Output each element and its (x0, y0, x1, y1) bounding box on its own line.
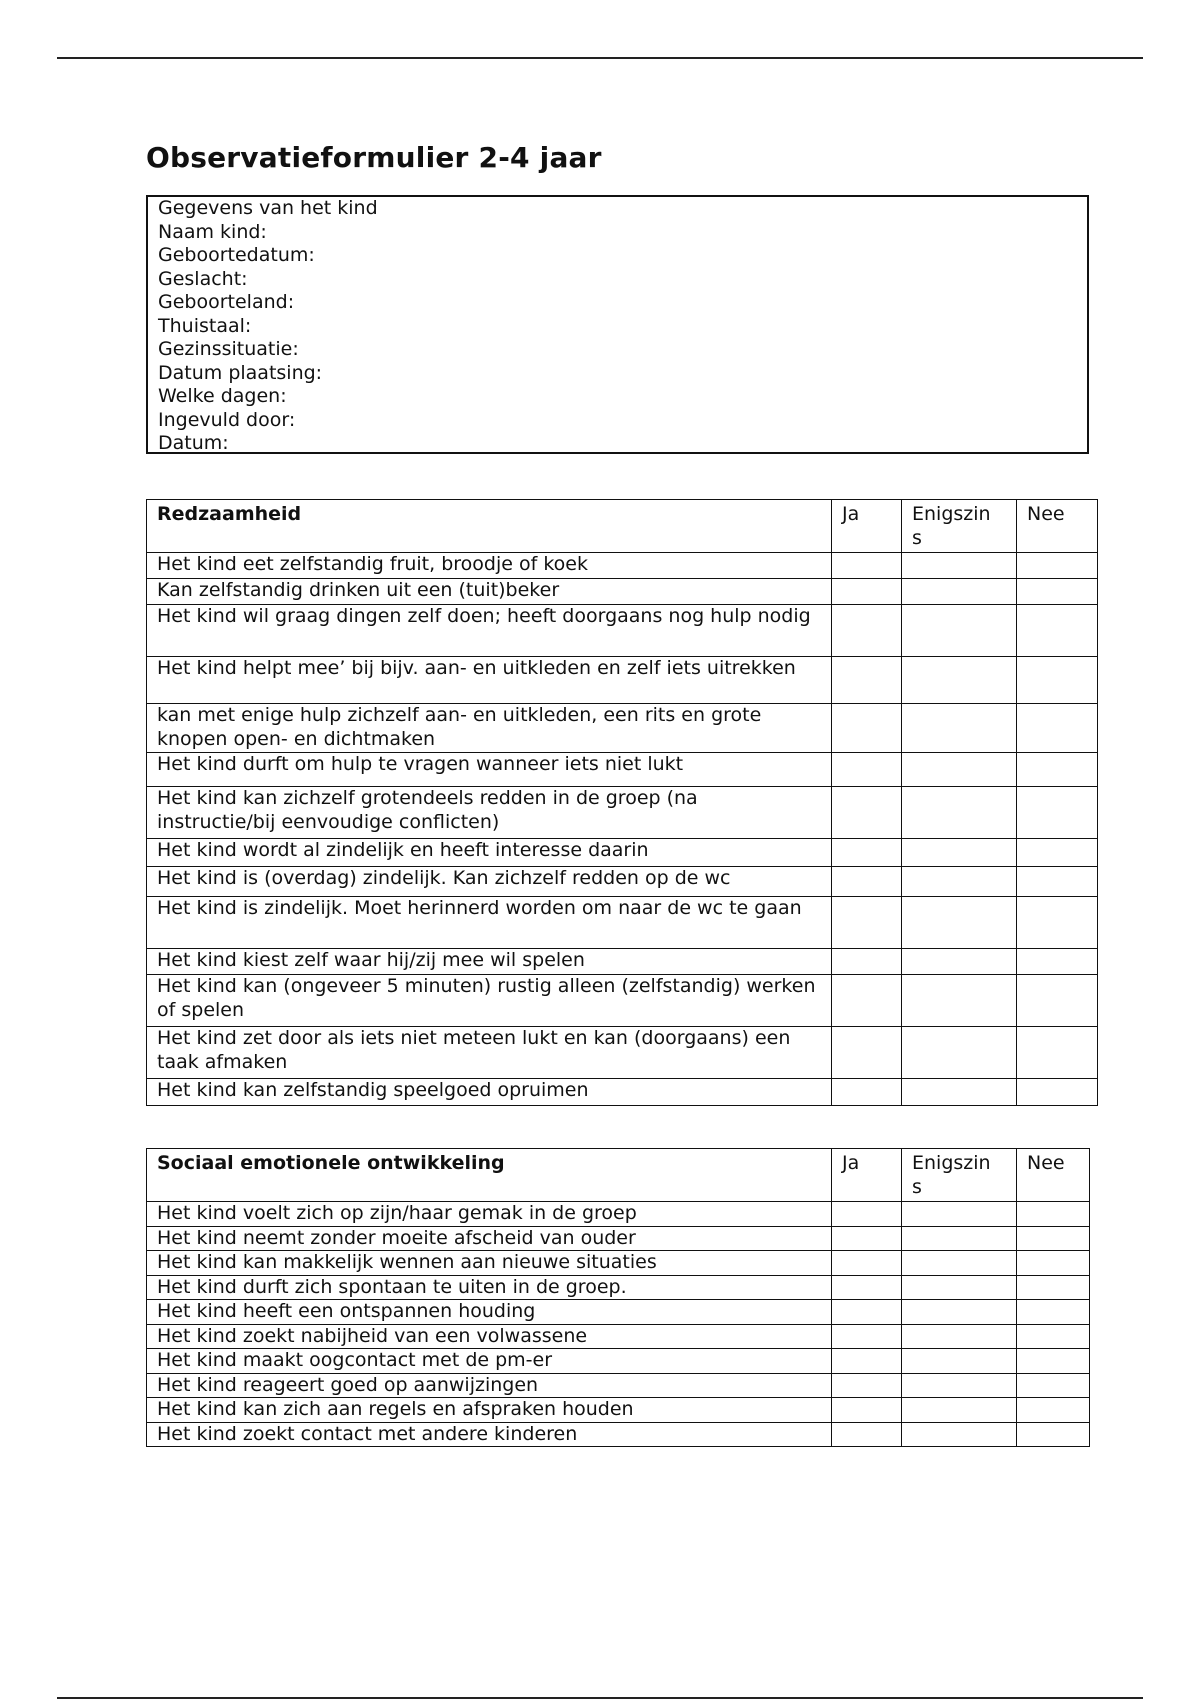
section-title: Sociaal emotionele ontwikkeling (147, 1149, 832, 1202)
enigszins-cell[interactable] (902, 897, 1017, 949)
item-text: Het kind wordt al zindelijk en heeft interesse daarin (147, 839, 832, 867)
item-text: Het kind kiest zelf waar hij/zij mee wil spelen (147, 949, 832, 975)
nee-cell[interactable] (1017, 1373, 1090, 1398)
item-text: Het kind eet zelfstandig fruit, broodje of koek (147, 553, 832, 579)
table-row (147, 704, 1098, 753)
info-field: Naam kind: (158, 220, 267, 243)
nee-cell[interactable] (1017, 787, 1098, 839)
info-field: Datum plaatsing: (158, 361, 323, 384)
info-field: Ingevuld door: (158, 408, 296, 431)
redzaamheid-table (146, 499, 1098, 1106)
enigszins-cell[interactable] (902, 605, 1017, 657)
item-text: kan met enige hulp zichzelf aan- en uitkleden, een rits en grote knopen open- en dichtmaken (147, 704, 832, 753)
table-row (147, 787, 1098, 839)
column-ja: Ja (832, 1149, 902, 1202)
table-row (147, 867, 1098, 897)
table-row (147, 553, 1098, 579)
info-field: Geboorteland: (158, 291, 295, 313)
table-row (147, 1202, 1090, 1227)
enigszins-cell[interactable] (902, 657, 1017, 704)
enigszins-cell[interactable] (902, 1079, 1017, 1106)
table-row (147, 1251, 1090, 1276)
table-row (147, 1324, 1090, 1349)
ja-cell[interactable] (832, 1251, 902, 1276)
item-text: Het kind kan zichzelf grotendeels redden in de groep (na instructie/bij eenvoudige conflicten) (147, 787, 832, 839)
ja-cell[interactable] (832, 605, 902, 657)
nee-cell[interactable] (1017, 1226, 1090, 1251)
enigszins-cell[interactable] (902, 704, 1017, 753)
table-row (147, 579, 1098, 605)
nee-cell[interactable] (1017, 949, 1098, 975)
enigszins-cell[interactable] (902, 1324, 1017, 1349)
section-title: Redzaamheid (147, 500, 832, 553)
enigszins-cell[interactable] (902, 1202, 1017, 1227)
item-text: Het kind kan zich aan regels en afspraken houden (147, 1398, 832, 1423)
item-text: Het kind voelt zich op zijn/haar gemak in de groep (147, 1202, 832, 1227)
enigszins-cell[interactable] (902, 867, 1017, 897)
enigszins-cell[interactable] (902, 1027, 1017, 1079)
nee-cell[interactable] (1017, 1275, 1090, 1300)
item-text: Het kind zet door als iets niet meteen lukt en kan (doorgaans) een taak afmaken (147, 1027, 832, 1079)
ja-cell[interactable] (832, 867, 902, 897)
table-row (147, 1349, 1090, 1374)
nee-cell[interactable] (1017, 1300, 1090, 1325)
item-text: Kan zelfstandig drinken uit een (tuit)beker (147, 579, 832, 605)
nee-cell[interactable] (1017, 657, 1098, 704)
info-field: Datum: (158, 432, 229, 454)
nee-cell[interactable] (1017, 553, 1098, 579)
table-row (147, 1079, 1098, 1106)
ja-cell[interactable] (832, 704, 902, 753)
ja-cell[interactable] (832, 553, 902, 579)
info-heading: Gegevens van het kind (158, 197, 378, 219)
table-header-row (147, 1149, 1090, 1202)
item-text: Het kind zoekt contact met andere kinderen (147, 1422, 832, 1447)
enigszins-cell[interactable] (902, 949, 1017, 975)
item-text: Het kind is zindelijk. Moet herinnerd worden om naar de wc te gaan (147, 897, 832, 949)
nee-cell[interactable] (1017, 1202, 1090, 1227)
table-row (147, 897, 1098, 949)
table-row (147, 1422, 1090, 1447)
enigszins-cell[interactable] (902, 839, 1017, 867)
ja-cell[interactable] (832, 1373, 902, 1398)
column-enigszins: Enigszin s (902, 500, 1017, 553)
info-field: Geboortedatum: (158, 244, 315, 266)
column-ja: Ja (832, 500, 902, 553)
item-text: Het kind kan zelfstandig speelgoed opruimen (147, 1079, 832, 1106)
ja-cell[interactable] (832, 975, 902, 1027)
ja-cell[interactable] (832, 1324, 902, 1349)
table-row (147, 753, 1098, 787)
item-text: Het kind helpt mee’ bij bijv. aan- en uitkleden en zelf iets uitrekken (147, 657, 832, 704)
enigszins-cell[interactable] (902, 553, 1017, 579)
header-rule (57, 57, 1143, 59)
item-text: Het kind reageert goed op aanwijzingen (147, 1373, 832, 1398)
info-field: Thuistaal: (158, 314, 252, 337)
table-row (147, 1300, 1090, 1325)
nee-cell[interactable] (1017, 704, 1098, 753)
table-row (147, 657, 1098, 704)
table-row (147, 975, 1098, 1027)
table-row (147, 1398, 1090, 1423)
ja-cell[interactable] (832, 753, 902, 787)
enigszins-cell[interactable] (902, 1422, 1017, 1447)
table-row (147, 1275, 1090, 1300)
nee-cell[interactable] (1017, 1422, 1090, 1447)
ja-cell[interactable] (832, 1422, 902, 1447)
table-header-row (147, 500, 1098, 553)
enigszins-cell[interactable] (902, 975, 1017, 1027)
enigszins-cell[interactable] (902, 1226, 1017, 1251)
ja-cell[interactable] (832, 949, 902, 975)
ja-cell[interactable] (832, 1300, 902, 1325)
table-row (147, 605, 1098, 657)
item-text: Het kind neemt zonder moeite afscheid van ouder (147, 1226, 832, 1251)
info-field: Geslacht: (158, 267, 248, 290)
info-field: Gezinssituatie: (158, 338, 299, 360)
nee-cell[interactable] (1017, 975, 1098, 1027)
table-row (147, 839, 1098, 867)
ja-cell[interactable] (832, 1349, 902, 1374)
ja-cell[interactable] (832, 839, 902, 867)
nee-cell[interactable] (1017, 867, 1098, 897)
ja-cell[interactable] (832, 579, 902, 605)
column-nee: Nee (1017, 500, 1098, 553)
table-row (147, 949, 1098, 975)
nee-cell[interactable] (1017, 753, 1098, 787)
column-enigszins: Enigszin s (902, 1149, 1017, 1202)
enigszins-cell[interactable] (902, 1398, 1017, 1423)
ja-cell[interactable] (832, 787, 902, 839)
ja-cell[interactable] (832, 897, 902, 949)
nee-cell[interactable] (1017, 1027, 1098, 1079)
nee-cell[interactable] (1017, 897, 1098, 949)
child-info-box (146, 195, 1089, 454)
page-title: Observatieformulier 2-4 jaar (146, 141, 602, 174)
nee-cell[interactable] (1017, 1349, 1090, 1374)
ja-cell[interactable] (832, 1275, 902, 1300)
enigszins-cell[interactable] (902, 1349, 1017, 1374)
item-text: Het kind heeft een ontspannen houding (147, 1300, 832, 1325)
table-row (147, 1373, 1090, 1398)
nee-cell[interactable] (1017, 605, 1098, 657)
nee-cell[interactable] (1017, 839, 1098, 867)
enigszins-cell[interactable] (902, 1275, 1017, 1300)
item-text: Het kind durft om hulp te vragen wanneer iets niet lukt (147, 753, 832, 787)
table-row (147, 1226, 1090, 1251)
ja-cell[interactable] (832, 1027, 902, 1079)
item-text: Het kind zoekt nabijheid van een volwassene (147, 1324, 832, 1349)
ja-cell[interactable] (832, 1079, 902, 1106)
enigszins-cell[interactable] (902, 1373, 1017, 1398)
item-text: Het kind is (overdag) zindelijk. Kan zichzelf redden op de wc (147, 867, 832, 897)
sociaal-emotioneel-table (146, 1148, 1090, 1447)
table-row (147, 1027, 1098, 1079)
enigszins-cell[interactable] (902, 753, 1017, 787)
nee-cell[interactable] (1017, 1251, 1090, 1276)
column-nee: Nee (1017, 1149, 1090, 1202)
ja-cell[interactable] (832, 1202, 902, 1227)
item-text: Het kind durft zich spontaan te uiten in de groep. (147, 1275, 832, 1300)
enigszins-cell[interactable] (902, 579, 1017, 605)
item-text: Het kind wil graag dingen zelf doen; heeft doorgaans nog hulp nodig (147, 605, 832, 657)
info-field: Welke dagen: (158, 385, 287, 407)
nee-cell[interactable] (1017, 1398, 1090, 1423)
ja-cell[interactable] (832, 657, 902, 704)
ja-cell[interactable] (832, 1226, 902, 1251)
enigszins-cell[interactable] (902, 1251, 1017, 1276)
item-text: Het kind kan (ongeveer 5 minuten) rustig alleen (zelfstandig) werken of spelen (147, 975, 832, 1027)
nee-cell[interactable] (1017, 579, 1098, 605)
nee-cell[interactable] (1017, 1079, 1098, 1106)
nee-cell[interactable] (1017, 1324, 1090, 1349)
footer-rule (57, 1697, 1143, 1699)
item-text: Het kind kan makkelijk wennen aan nieuwe situaties (147, 1251, 832, 1276)
enigszins-cell[interactable] (902, 787, 1017, 839)
item-text: Het kind maakt oogcontact met de pm-er (147, 1349, 832, 1374)
enigszins-cell[interactable] (902, 1300, 1017, 1325)
ja-cell[interactable] (832, 1398, 902, 1423)
